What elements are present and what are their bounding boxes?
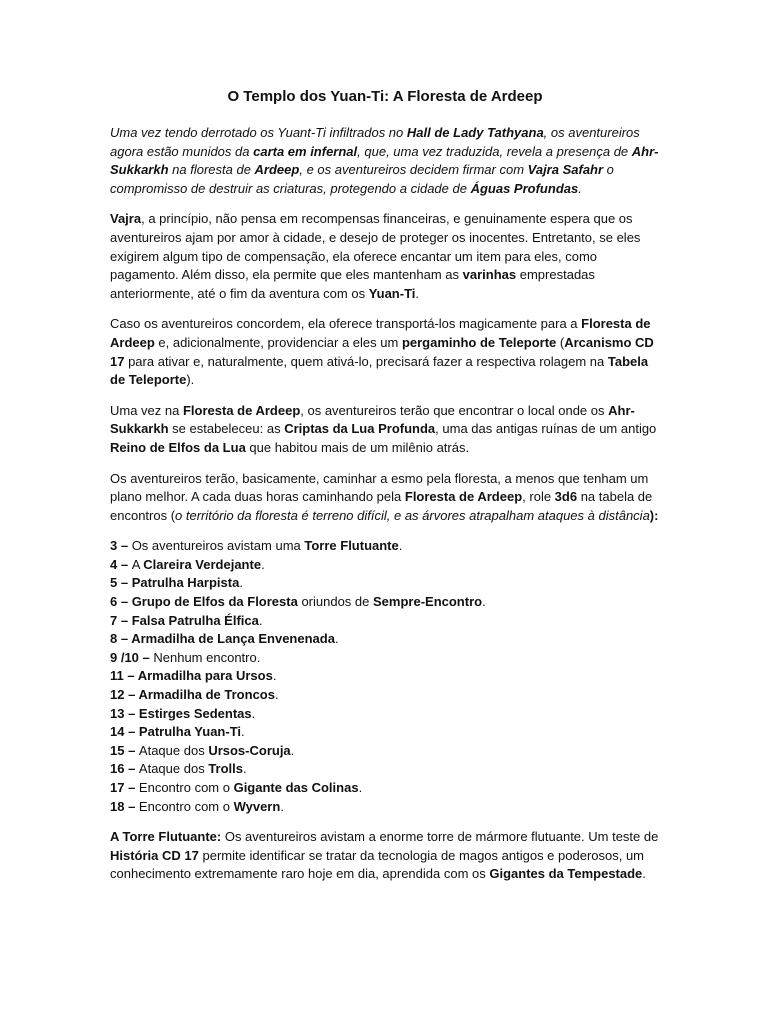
- text-run: Uma vez na: [110, 402, 183, 418]
- text-run: .: [358, 780, 363, 795]
- text-run: .: [239, 575, 243, 591]
- bold-text: 7 –: [110, 612, 132, 628]
- bold-text: 16 –: [110, 761, 139, 777]
- bold-text: Vajra Safahr: [527, 162, 604, 178]
- bold-text: varinhas: [462, 267, 517, 283]
- bold-text: Grupo de Elfos da Floresta: [131, 594, 298, 610]
- text-run: .: [398, 538, 403, 554]
- text-run: .: [482, 594, 486, 610]
- text-run: .: [415, 285, 420, 301]
- bold-text: Gigantes da Tempestade: [489, 866, 643, 882]
- bold-text: 3 –: [110, 538, 132, 554]
- encounter-item: [110, 686, 660, 705]
- encounter-item: [110, 537, 660, 556]
- text-run: se estabeleceu: as: [168, 421, 285, 437]
- bold-text: Armadilha para Ursos: [137, 668, 273, 684]
- bold-text: pergaminho de Teleporte: [401, 334, 557, 350]
- text-run: , os aventureiros agora estão munidos da: [110, 125, 640, 159]
- bold-text: 3d6: [554, 489, 578, 505]
- text-run: na floresta de: [168, 162, 255, 178]
- encounter-item: [110, 574, 660, 593]
- bold-text: Ardeep: [254, 162, 300, 178]
- document-body: [110, 124, 660, 525]
- text-run: .: [261, 556, 265, 572]
- bold-text: 5 –: [110, 575, 132, 591]
- text-run: (: [556, 334, 565, 350]
- bold-text: Gigante das Colinas: [233, 780, 359, 795]
- text-run: na tabela de encontros (: [110, 489, 653, 523]
- bold-text: Floresta de Ardeep: [182, 402, 301, 418]
- bold-text: Patrulha Harpista: [131, 575, 240, 591]
- text-run: A: [131, 556, 144, 572]
- bold-text: 12 –: [110, 687, 139, 703]
- encounter-table: [110, 537, 660, 816]
- bold-text: Ursos-Coruja: [208, 742, 291, 758]
- bold-text: 18 –: [110, 798, 139, 814]
- text-run: , os aventureiros terão que encontrar o local onde os: [300, 402, 609, 418]
- closing-paragraph: [110, 828, 660, 884]
- encounter-item: [110, 649, 660, 668]
- paragraph: [110, 315, 660, 389]
- paragraph: [110, 470, 660, 526]
- paragraph: [110, 210, 660, 303]
- text-run: , e os aventureiros decidem firmar com: [299, 162, 528, 178]
- text-run: Os aventureiros avistam a enorme torre de mármore flutuante. Um teste de: [221, 829, 659, 845]
- text-run: .: [251, 705, 256, 721]
- text-run: Encontro com o: [138, 780, 234, 795]
- text-run: Nenhum encontro.: [153, 649, 261, 665]
- bold-text: Sempre-Encontro: [373, 594, 483, 610]
- text-run: Encontro com o: [138, 798, 234, 814]
- text-run: .: [258, 612, 263, 628]
- bold-text: Yuan-Ti: [368, 285, 416, 301]
- bold-text: 17 –: [110, 780, 139, 795]
- bold-text: Wyvern: [233, 798, 281, 814]
- text-run: Ataque dos: [138, 761, 209, 777]
- text-run: .: [290, 742, 295, 758]
- text-run: Ataque dos: [138, 742, 209, 758]
- text-run: .: [642, 866, 646, 882]
- encounter-item: [110, 630, 660, 649]
- document-title: O Templo dos Yuan-Ti: A Floresta de Ardeep: [227, 88, 543, 105]
- text-run: , uma das antigas ruínas de um antigo: [435, 421, 657, 437]
- bold-text: 4 –: [110, 556, 132, 572]
- bold-text: Floresta de Ardeep: [404, 489, 523, 505]
- encounter-item: [110, 760, 660, 779]
- text-run: .: [274, 687, 279, 703]
- encounter-item: [110, 779, 660, 798]
- text-run: oriundos de: [297, 594, 373, 610]
- bold-text: Arcanismo CD 17: [110, 334, 654, 369]
- bold-text: Estirges Sedentas: [138, 705, 252, 721]
- bold-text: História CD 17: [110, 847, 199, 863]
- encounter-item: [110, 742, 660, 761]
- bold-text: Armadilha de Troncos: [138, 687, 275, 703]
- encounter-item: [110, 705, 660, 724]
- text-run: que habitou mais de um milênio atrás.: [245, 439, 470, 455]
- text-run: , que, uma vez traduzida, revela a presença de: [357, 143, 632, 159]
- italic-text: o território da floresta é terreno difícil, e as árvores atrapalham ataques à distância: [175, 507, 650, 523]
- text-run: e, adicionalmente, providenciar a eles um: [154, 334, 402, 350]
- text-run: .: [578, 180, 582, 196]
- encounter-item: [110, 723, 660, 742]
- encounter-item: [110, 593, 660, 612]
- bold-text: Trolls: [208, 761, 243, 777]
- bold-text: Vajra: [110, 211, 142, 227]
- text-run: Caso os aventureiros concordem, ela oferece transportá-los magicamente para a: [110, 316, 582, 332]
- bold-text: Hall de Lady Tathyana: [406, 125, 544, 140]
- bold-text: A Torre Flutuante:: [110, 829, 222, 845]
- text-run: .: [243, 761, 247, 777]
- bold-text: 11 –: [110, 668, 138, 684]
- bold-text: Floresta de Ardeep: [110, 316, 651, 350]
- encounter-item: [110, 612, 660, 631]
- bold-text: Falsa Patrulha Élfica: [131, 612, 259, 628]
- bold-text: Patrulha Yuan-Ti: [138, 724, 242, 740]
- text-run: para ativar e, naturalmente, quem ativá-lo, precisará fazer a respectiva rolagem na: [124, 353, 608, 369]
- bold-text: Torre Flutuante: [304, 538, 399, 554]
- encounter-item: [110, 556, 660, 575]
- bold-text: Ahr-Sukkarkh: [110, 402, 635, 437]
- bold-text: 14 –: [110, 724, 139, 740]
- bold-text: 9 /10 –: [110, 649, 154, 665]
- text-run: .: [280, 798, 284, 814]
- text-run: Uma vez tendo derrotado os Yuant-Ti infiltrados no: [110, 125, 407, 140]
- text-run: .: [334, 631, 339, 647]
- closing-section: [110, 828, 660, 884]
- bold-text: Criptas da Lua Profunda: [284, 421, 436, 437]
- text-run: .: [272, 668, 277, 684]
- bold-text: Clareira Verdejante: [143, 556, 262, 572]
- text-run: .: [241, 724, 245, 740]
- bold-text: 13 –: [110, 705, 139, 721]
- bold-text: 8 –: [110, 631, 132, 647]
- bold-text: 15 –: [110, 742, 139, 758]
- bold-text: carta em infernal: [253, 143, 358, 159]
- encounter-item: [110, 667, 660, 686]
- text-run: , a princípio, não pensa em recompensas financeiras, e genuinamente espera que os aventureiros ajam por amor à cidade, e desejo de proteger os inocentes. Entretanto, se eles exigirem algum tipo de compensação, ela oferece encantar um item para eles, como pagamento. Além disso, ela permite que eles mantenham as: [110, 211, 641, 283]
- text-run: ).: [186, 372, 195, 388]
- encounter-item: [110, 798, 660, 817]
- text-run: emprestadas anteriormente, até o fim da aventura com os: [110, 267, 595, 301]
- text-run: permite identificar se tratar da tecnologia de magos antigos e poderosos, um conhecimento extremamente raro hoje em dia, aprendida com os: [110, 847, 645, 882]
- paragraph: [110, 124, 660, 198]
- bold-text: Tabela de Teleporte: [110, 353, 649, 388]
- text-run: Os aventureiros terão, basicamente, caminhar a esmo pela floresta, a menos que tenham um plano melhor. A cada duas horas caminhando pela: [110, 470, 649, 505]
- text-run: o compromisso de destruir as criaturas, protegendo a cidade de: [110, 162, 614, 196]
- paragraph: [110, 402, 660, 458]
- text-run: , role: [522, 489, 555, 505]
- bold-text: Armadilha de Lança Envenenada: [131, 631, 335, 647]
- text-run: Os aventureiros avistam uma: [131, 538, 305, 554]
- bold-text: Ahr-Sukkarkh: [110, 143, 659, 178]
- bold-text: 6 –: [110, 594, 132, 610]
- bold-text: Reino de Elfos da Lua: [110, 439, 246, 455]
- bold-text: ):: [649, 507, 659, 523]
- bold-text: Águas Profundas: [470, 180, 579, 196]
